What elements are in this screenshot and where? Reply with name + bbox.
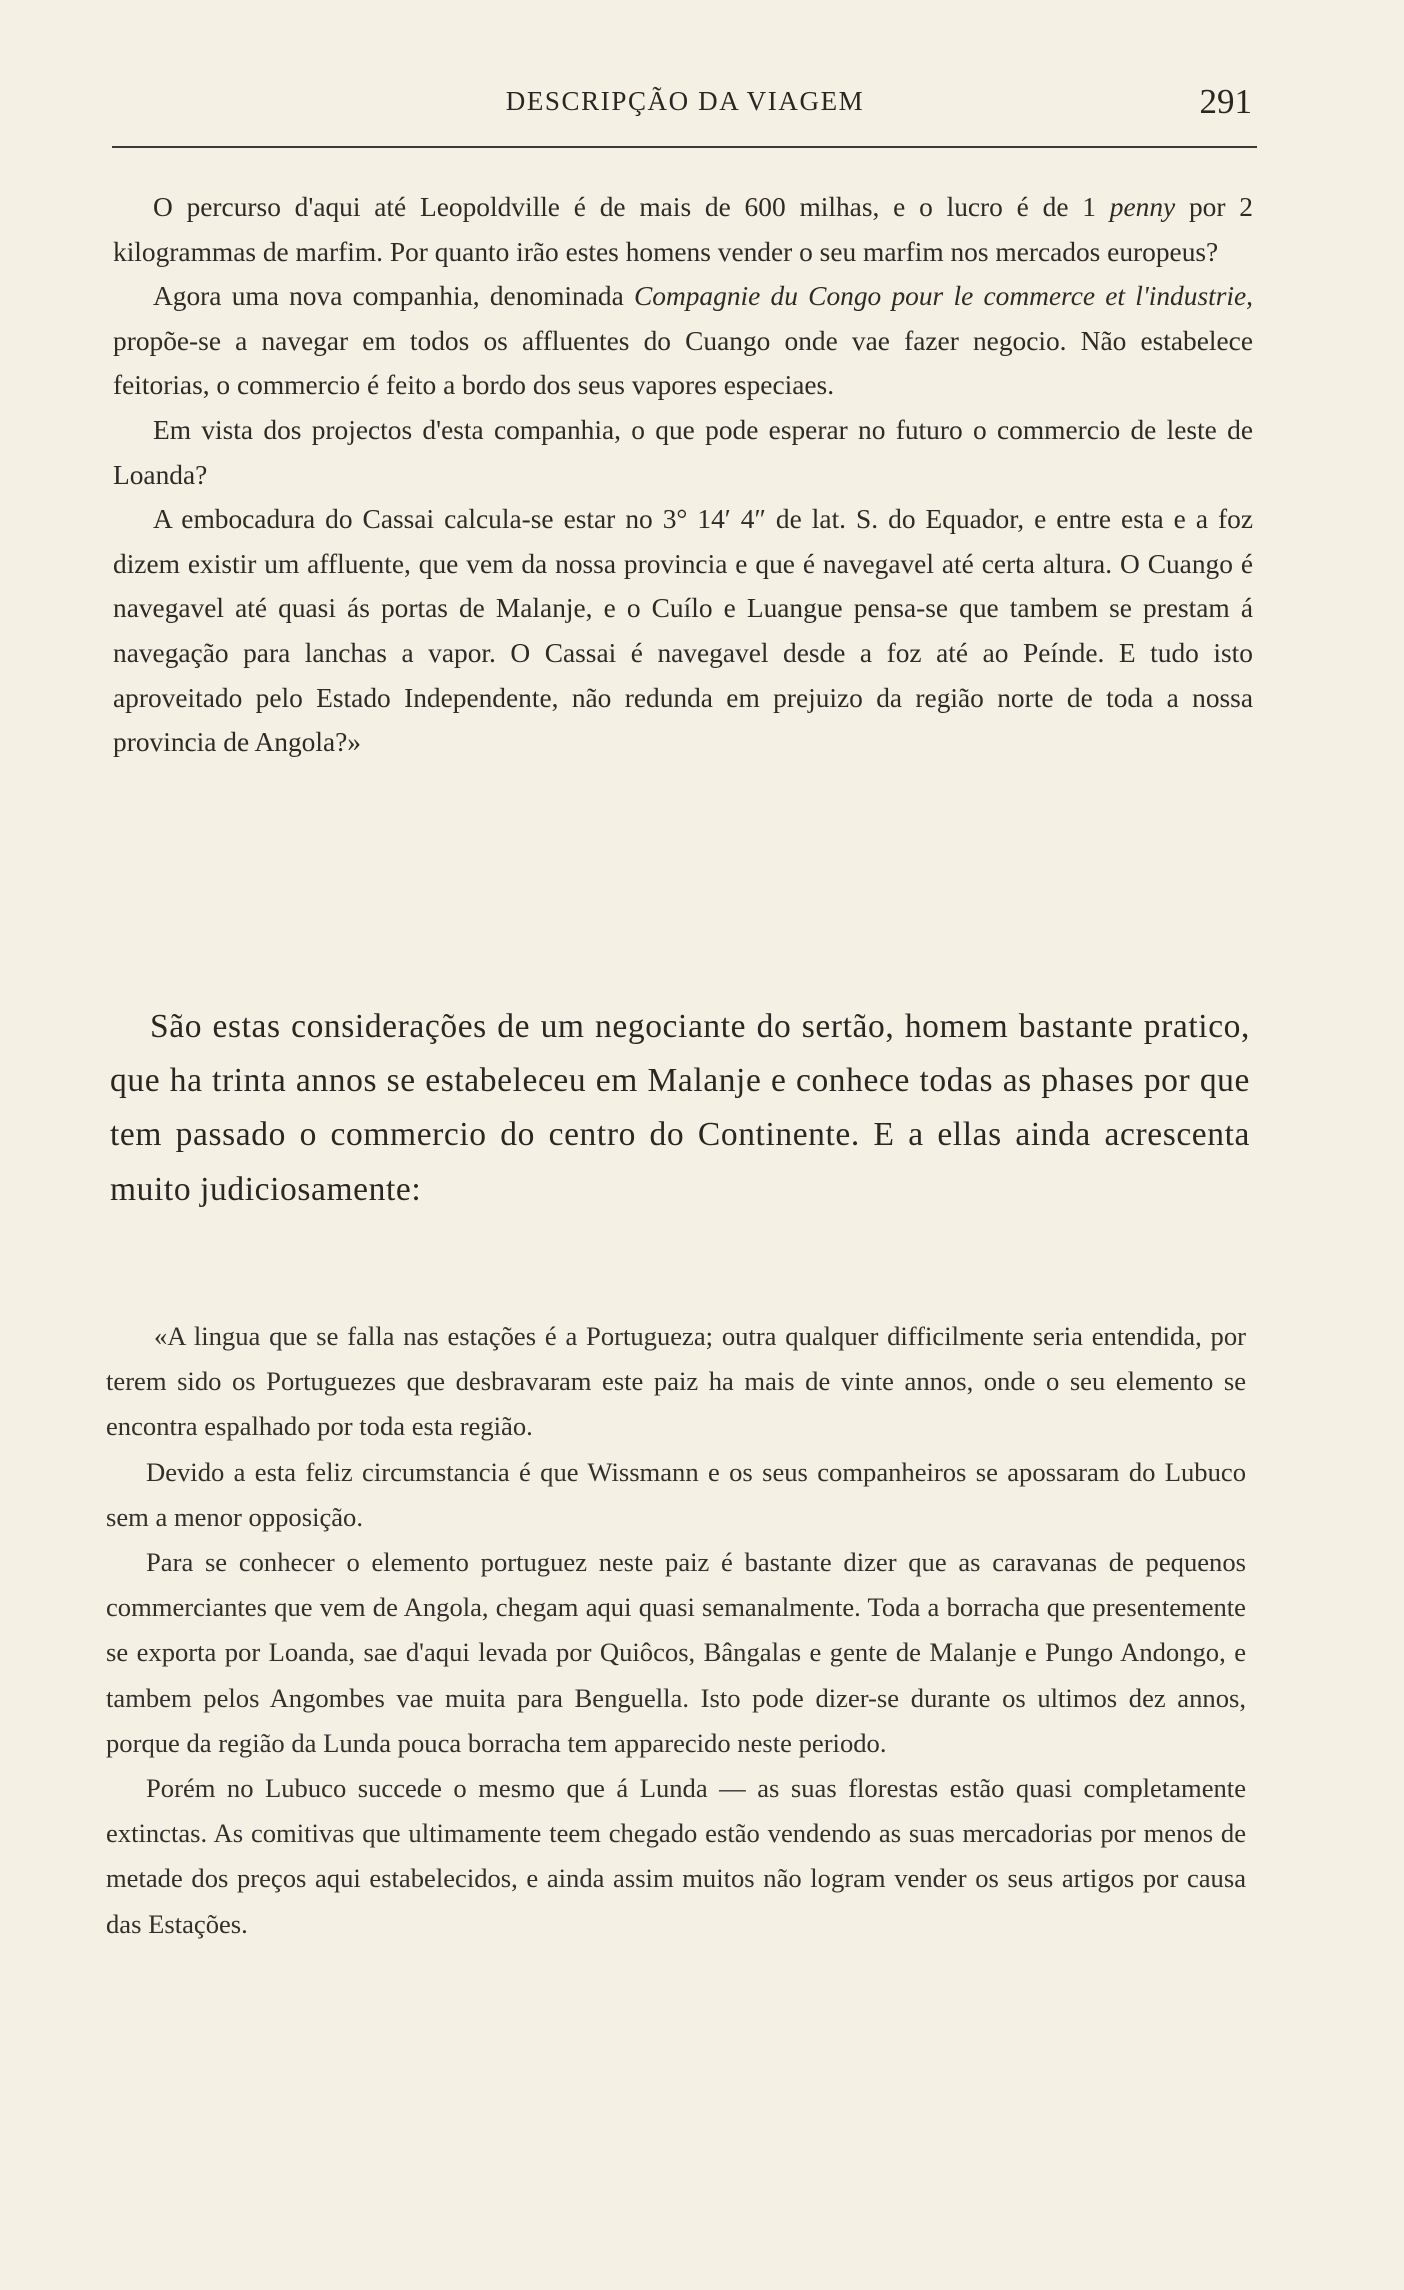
quote2-paragraph-3: Para se conhecer o elemento portuguez neste paiz é bastante dizer que as caravanas de pequenos commerciantes que vem de Angola, chegam aqui quasi semanalmente. Toda a borracha que presentemente se exporta por Loanda, sae d'aqui levada por Quiôcos, Bângalas e gente de Malanje e Pungo Andongo, e tambem pelos Angombes vae muita para Benguella. Isto pode dizer-se durante os ultimos dez annos, porque da região da Lunda pouca borracha tem apparecido neste periodo. <box>106 1547 1246 1758</box>
quote-paragraph-3: Em vista dos projectos d'esta companhia, o que pode esperar no futuro o commercio de leste de Loanda? <box>113 414 1253 490</box>
quote-paragraph-4: A embocadura do Cassai calcula-se estar no 3° 14′ 4″ de lat. S. do Equador, e entre esta e a foz dizem existir um affluente, que vem da nossa provincia e que é navegavel até certa altura. O Cuango é navegavel até quasi ás portas de Malanje, e o Cuílo e Luangue pensa-se que tambem se prestam á navegação para lanchas a vapor. O Cassai é navegavel desde a foz até ao Peínde. E tudo isto aproveitado pelo Estado Independente, não redunda em prejuizo da região norte de toda a nossa provincia de Angola?» <box>113 504 1253 758</box>
quote-p1-text-a: O percurso d'aqui até Leopoldville é de mais de 600 milhas, e o lucro é de 1 <box>153 192 1110 222</box>
quote2-paragraph-2: Devido a esta feliz circumstancia é que Wissmann e os seus companheiros se apossaram do Lubuco sem a menor opposição. <box>106 1456 1246 1532</box>
running-head <box>112 82 1258 132</box>
quote2-paragraph-1: «A lingua que se falla nas estações é a Portugueza; outra qualquer difficilmente seria entendida, por terem sido os Portuguezes que desbravaram este paiz ha mais de vinte annos, onde o seu elemento se encontra espalhado por toda esta região. <box>106 1321 1246 1442</box>
quote-paragraph-2 <box>113 274 1253 408</box>
quote-paragraph-1 <box>113 185 1253 274</box>
page-number: 291 <box>1199 82 1252 121</box>
quote-p2-text-a: Agora uma nova companhia, denominada <box>153 281 634 312</box>
quote2-paragraph-4: Porém no Lubuco succede o mesmo que á Lunda — as suas florestas estão quasi completamente extinctas. As comitivas que ultimamente teem chegado estão vendendo as suas mercadorias por menos de metade dos preços aqui estabelecidos, e ainda assim muitos não logram vender os seus artigos por causa das Estações. <box>106 1773 1246 1939</box>
quote-p2-italic: Compagnie du Congo pour le commerce et l'industrie, <box>633 281 1253 312</box>
running-title: DESCRIPÇÃO DA VIAGEM <box>505 86 865 116</box>
body-paragraph-1: São estas considerações de um negociante do sertão, homem bastante pratico, que ha trinta annos se estabeleceu em Malanje e conhece todas as phases por que tem passado o commercio do centro do Continente. E a ellas ainda acrescenta muito judiciosamente: <box>110 1008 1250 1208</box>
second-quoted-passage <box>106 1314 1246 1947</box>
body-passage <box>110 1000 1250 1217</box>
quoted-passage <box>113 185 1253 765</box>
header-rule <box>112 146 1257 148</box>
quote-p1-italic: penny <box>1109 192 1176 222</box>
quote-p1-text-b: por 2 kilogrammas de marfim. Por quanto irão estes homens vender o seu marfim nos mercados europeus? <box>113 192 1253 267</box>
quote-p2-text-b: propõe-se a navegar em todos os affluentes do Cuango onde vae fazer negocio. Não estabelece feitorias, o commercio é feito a bordo dos seus vapores especiaes. <box>113 325 1253 401</box>
